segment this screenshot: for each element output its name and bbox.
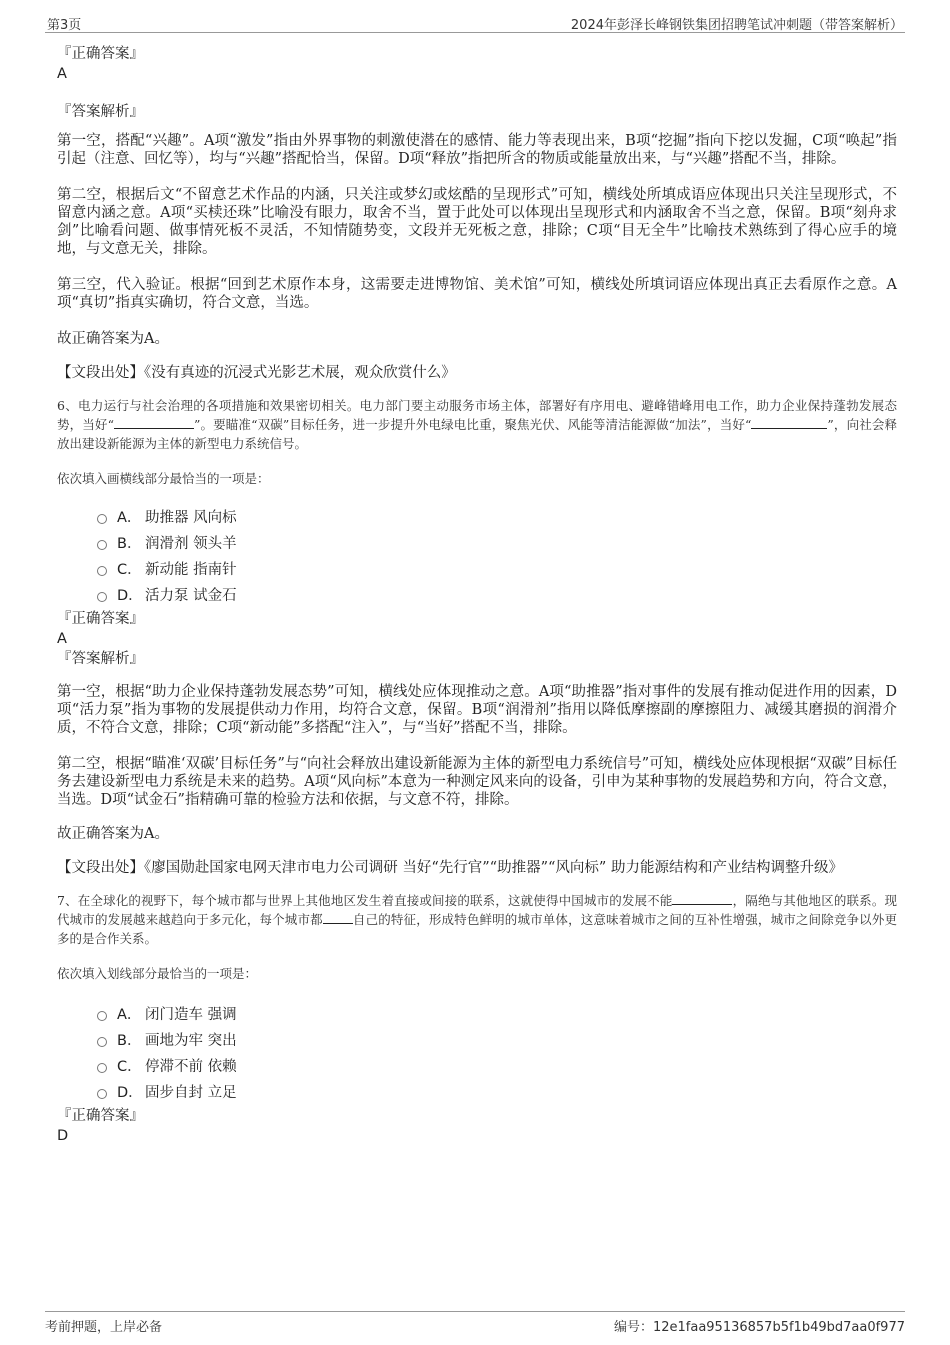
question-7-text: 7、在全球化的视野下，每个城市都与世界上其他地区发生着直接或间接的联系，这就使得中国城市的发展不能 ，隔绝与其他地区的联系。现代城市的发展越来越趋向于多元化，每个城市都 自己的特征，形成特色鲜明的城市单体，这意味着城市之间的互补性增强，城市之间除竞争以外更多的是合作关系。 [57,893,897,946]
analysis-paragraph: 第三空，代入验证。根据“回到艺术原作本身，这需要走进博物馆、美术馆”可知，横线处所填词语应体现出真正去看原作之意。A项“真切”指真实确切，符合文意，当选。 [57,277,897,311]
radio-button[interactable] [97,514,107,524]
page-footer [45,1311,905,1336]
analysis-label: 『答案解析』 [57,104,144,120]
analysis-paragraph: 第二空，根据后文“不留意艺术作品的内涵，只关注或梦幻或炫酷的呈现形式”可知，横线处所填成语应体现出只关注呈现形式，不留意内涵之意。A项“买椟还珠”比喻没有眼力，取舍不当，置于此处可以体现出呈现形式和内涵取舍不当之意，保留。B项“刻舟求剑”比喻看问题、做事情死板不灵活，不知情随势变，文段并无死板之意，排除；C项“目无全牛”比喻技术熟练到了得心应手的境地，与文意无关，排除。 [57,187,897,257]
option-b[interactable]: B． 画地为牢 突出 [57,1028,897,1054]
radio-button[interactable] [97,592,107,602]
page-header [45,12,905,33]
radio-button[interactable] [97,1089,107,1099]
answer-blank [751,416,827,429]
page-content [57,44,897,1146]
analysis-paragraph: 第一空，根据“助力企业保持蓬勃发展态势”可知，横线处应体现推动之意。A项“助推器”指对事件的发展有推动促进作用的因素，D项“活力泵”指为事物的发展提供动力作用，均符合文意，保留。B项“润滑剂”指用以降低摩擦副的摩擦阻力、减缓其磨损的润滑介质，不符合文意，排除；C项“新动能”多搭配“注入”，与“当好”搭配不当，排除。 [57,684,897,736]
analysis-conclusion: 故正确答案为A。 [57,826,169,842]
option-d[interactable]: D． 固步自封 立足 [57,1080,897,1106]
option-d[interactable]: D． 活力泵 试金石 [57,583,897,609]
option-a[interactable]: A． 闭门造车 强调 [57,1002,897,1028]
radio-button[interactable] [97,1063,107,1073]
option-a[interactable]: A． 助推器 风向标 [57,505,897,531]
answer-blank [323,911,353,924]
correct-answer-label: 『正确答案』 [57,1108,144,1124]
correct-answer-label: 『正确答案』 [57,611,144,627]
document-title: 2024年彭泽长峰钢铁集团招聘笔试冲刺题（带答案解析） [570,18,903,33]
source-citation: 【文段出处】《廖国勋赴国家电网天津市电力公司调研 当好“先行官”“助推器”“风向标” 助力能源结构和产业结构调整升级》 [57,860,843,876]
analysis-label: 『答案解析』 [57,651,144,667]
source-citation: 【文段出处】《没有真迹的沉浸式光影艺术展，观众欣赏什么》 [57,365,456,381]
radio-button[interactable] [97,540,107,550]
question-7-options [57,1002,897,1106]
analysis-paragraph: 第二空，根据“瞄准‘双碳’目标任务”与“向社会释放出建设新能源为主体的新型电力系统信号”可知，横线处应体现根据“双碳”目标任务去建设新型电力系统是未来的趋势。A项“风向标”本意为一种测定风来向的设备，引申为某种事物的发展趋势和方向，符合文意，当选。D项“试金石”指精确可靠的检验方法和依据，与文意不符，排除。 [57,756,897,808]
analysis-conclusion: 故正确答案为A。 [57,331,169,347]
question-6-options [57,505,897,609]
question-7-prompt: 依次填入划线部分最恰当的一项是： [57,966,258,981]
document-id: 编号：12e1faa95136857b5f1b49bd7aa0f977 [613,1320,905,1335]
option-b[interactable]: B． 润滑剂 领头羊 [57,531,897,557]
answer-blank [114,416,194,429]
radio-button[interactable] [97,566,107,576]
radio-button[interactable] [97,1037,107,1047]
option-c[interactable]: C． 新动能 指南针 [57,557,897,583]
question-6-prompt: 依次填入画横线部分最恰当的一项是： [57,471,270,486]
option-c[interactable]: C． 停滞不前 依赖 [57,1054,897,1080]
answer-blank [672,892,732,905]
analysis-paragraph: 第一空，搭配“兴趣”。A项“激发”指由外界事物的刺激使潜在的感情、能力等表现出来，B项“挖掘”指向下挖以发掘，C项“唤起”指引起（注意、回忆等），均与“兴趣”搭配恰当，保留。D项“释放”指把所含的物质或能量放出来，与“兴趣”搭配不当，排除。 [57,133,897,167]
correct-answer-value: D [57,1128,69,1144]
question-6-text: 6、电力运行与社会治理的各项措施和效果密切相关。电力部门要主动服务市场主体，部署好有序用电、避峰错峰用电工作，助力企业保持蓬勃发展态势，当好“ ”。要瞄准“双碳”目标任务，进一步提升外电绿电比重，聚焦光伏、风能等清洁能源做“加法”，当好“ ”，向社会释放出建设新能源为主体的新型电力系统信号。 [57,398,897,451]
radio-button[interactable] [97,1011,107,1021]
correct-answer-value: A [57,631,67,647]
footer-slogan: 考前押题，上岸必备 [45,1320,163,1335]
correct-answer-value: A [57,66,67,82]
correct-answer-label: 『正确答案』 [57,46,144,62]
page-number: 第3页 [47,18,82,33]
